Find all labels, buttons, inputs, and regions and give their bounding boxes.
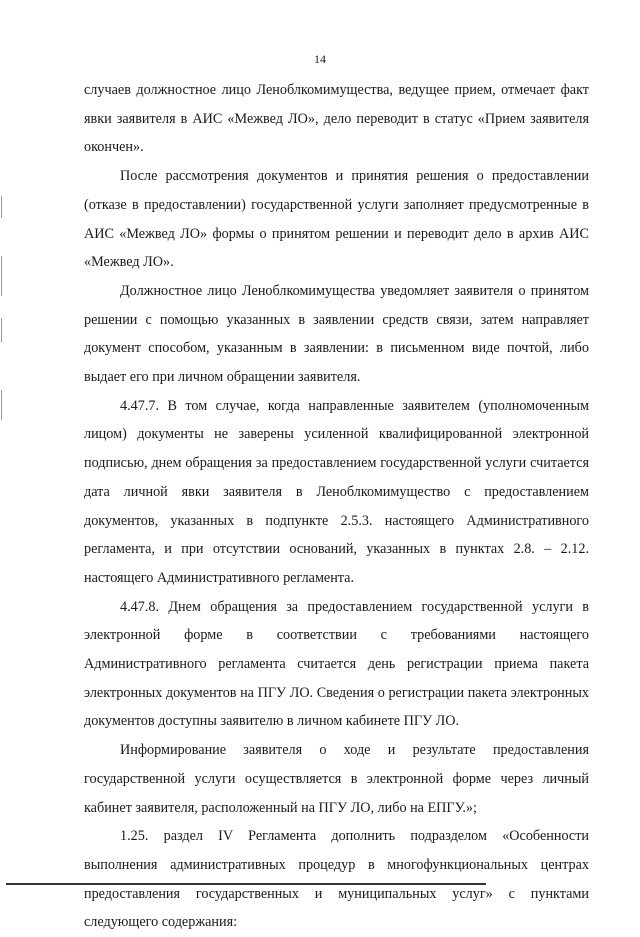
paragraph: После рассмотрения документов и принятия решения о предоставлении (отказе в предоставлении) государственной услуги заполняет предусмотренные в АИС «Межвед ЛО» формы о принятом решении и переводит дело в архив АИС «Межвед ЛО». — [84, 168, 589, 271]
paragraph: 1.25. раздел IV Регламента дополнить подразделом «Особенности выполнения административных процедур в многофункциональных центрах предоставления государственных и муниципальных услуг» с пунктами следующего содержания: — [84, 828, 589, 931]
scan-edge-mark — [1, 196, 2, 218]
paragraph: Информирование заявителя о ходе и результате предоставления государственной услуги осуществляется в электронной форме через личный кабинет заявителя, расположенный на ПГУ ЛО, либо на ЕПГУ.»; — [84, 742, 589, 816]
paragraph: случаев должностное лицо Леноблкомимущества, ведущее прием, отмечает факт явки заявителя в АИС «Межвед ЛО», дело переводит в статус «Прием заявителя окончен». — [84, 82, 589, 156]
scan-edge-mark — [1, 390, 2, 420]
footer-rule — [6, 883, 486, 885]
document-body — [84, 76, 589, 937]
scan-edge-mark — [1, 256, 2, 296]
paragraph: 4.47.8. Днем обращения за предоставлением государственной услуги в электронной форме в соответствии с требованиями настоящего Административного регламента считается день регистрации приема пакета электронных документов на ПГУ ЛО. Сведения о регистрации пакета электронных документов доступны заявителю в личном кабинете ПГУ ЛО. — [84, 598, 589, 730]
paragraph: Должностное лицо Леноблкомимущества уведомляет заявителя о принятом решении с помощью указанных в заявлении средств связи, затем направляет документ способом, указанным в заявлении: в письменном виде почтой, либо выдает его при личном обращении заявителя. — [84, 282, 589, 386]
scan-edge-mark — [1, 318, 2, 342]
paragraph: 4.47.7. В том случае, когда направленные заявителем (уполномоченным лицом) документы не заверены усиленной квалифицированной электронной подписью, днем обращения за предоставлением государственной услуги считается дата личной явки заявителя в Леноблкомимущество с предоставлением документов, указанных в подпункте 2.5.3. настоящего Административного регламента, и при отсутствии оснований, указанных в пунктах 2.8. – 2.12. настоящего Административного регламента. — [84, 397, 589, 586]
page-number: 14 — [314, 52, 326, 66]
